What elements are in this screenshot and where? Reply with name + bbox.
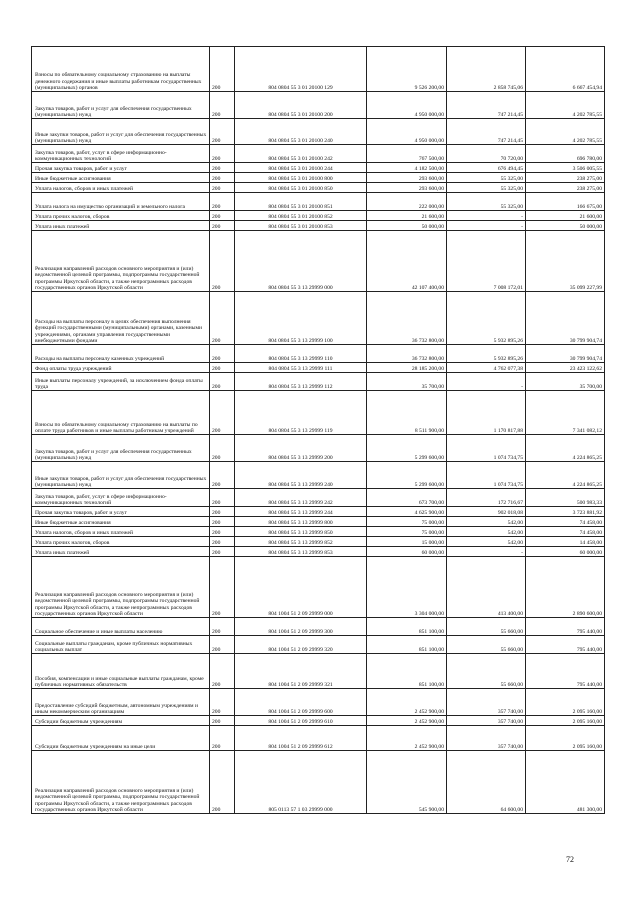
- approved-appropriations-cell: 21 600,00: [367, 211, 447, 221]
- line-code-cell: 200: [210, 183, 235, 193]
- expense-name-cell: Расходы на выплаты персоналу казенных учреждений: [32, 345, 210, 363]
- budget-execution-table: [31, 46, 605, 814]
- executed-amount-cell: 2 858 745,06: [447, 47, 526, 92]
- table-row: [32, 163, 605, 173]
- budget-classification-code-cell: 804 0804 55 3 13 29999 800: [235, 517, 367, 527]
- unexecuted-amount-cell: 696 780,00: [526, 145, 605, 163]
- approved-appropriations-cell: 8 511 900,00: [367, 391, 447, 435]
- expense-name-cell: Иные бюджетные ассигнования: [32, 517, 210, 527]
- expense-name-cell: Уплата налогов, сборов и иных платежей: [32, 183, 210, 193]
- executed-amount-cell: 5 932 895,26: [447, 345, 526, 363]
- approved-appropriations-cell: 222 000,00: [367, 193, 447, 211]
- executed-amount-cell: 7 008 172,01: [447, 231, 526, 292]
- line-code-cell: 200: [210, 557, 235, 618]
- table-row: [32, 231, 605, 292]
- unexecuted-amount-cell: 14 458,00: [526, 537, 605, 547]
- expense-name-cell: Взносы по обязательному социальному страхованию на выплаты по оплате труда работников и иные выплаты работникам учреждений: [32, 391, 210, 435]
- line-code-cell: 200: [210, 537, 235, 547]
- table-row: [32, 618, 605, 636]
- executed-amount-cell: 542,00: [447, 537, 526, 547]
- expense-name-cell: Реализация направлений расходов основного мероприятия и (или) ведомственной целевой программы, подпрограммы государственной программы Иркутской области, а также непрограммных расходов государственных органов Иркутской области: [32, 231, 210, 292]
- table-row: [32, 391, 605, 435]
- table-row: [32, 193, 605, 211]
- expense-name-cell: Прочая закупка товаров, работ и услуг: [32, 163, 210, 173]
- line-code-cell: 200: [210, 119, 235, 145]
- line-code-cell: 200: [210, 345, 235, 363]
- line-code-cell: 200: [210, 193, 235, 211]
- table-row: [32, 689, 605, 716]
- expense-name-cell: Закупка товаров, работ, услуг в сфере информационно-коммуникационных технологий: [32, 489, 210, 507]
- unexecuted-amount-cell: 2 095 160,00: [526, 716, 605, 726]
- budget-classification-code-cell: 804 0804 55 3 01 20100 244: [235, 163, 367, 173]
- expense-name-cell: Реализация направлений расходов основного мероприятия и (или) ведомственной целевой программы, подпрограммы государственной программы Иркутской области, а также непрограммных расходов государственных органов Иркутской области: [32, 557, 210, 618]
- table-row: [32, 726, 605, 751]
- expense-name-cell: Уплата прочих налогов, сборов: [32, 211, 210, 221]
- executed-amount-cell: 55 325,00: [447, 173, 526, 183]
- budget-classification-code-cell: 804 0804 55 3 01 20100 850: [235, 183, 367, 193]
- line-code-cell: 200: [210, 689, 235, 716]
- expense-name-cell: Иные закупки товаров, работ и услуг для обеспечения государственных (муниципальных) нужд: [32, 462, 210, 489]
- unexecuted-amount-cell: 60 000,00: [526, 547, 605, 557]
- budget-classification-code-cell: 804 0804 55 3 13 29999 119: [235, 391, 367, 435]
- table-row: [32, 716, 605, 726]
- line-code-cell: 200: [210, 618, 235, 636]
- budget-classification-code-cell: 804 1004 51 2 09 29999 612: [235, 726, 367, 751]
- executed-amount-cell: 357 740,00: [447, 726, 526, 751]
- approved-appropriations-cell: 2 452 900,00: [367, 726, 447, 751]
- line-code-cell: 200: [210, 517, 235, 527]
- table-row: [32, 292, 605, 345]
- budget-classification-code-cell: 804 0804 55 3 13 29999 244: [235, 507, 367, 517]
- executed-amount-cell: 1 170 817,88: [447, 391, 526, 435]
- line-code-cell: 200: [210, 163, 235, 173]
- unexecuted-amount-cell: 238 275,00: [526, 183, 605, 193]
- unexecuted-amount-cell: 500 983,33: [526, 489, 605, 507]
- approved-appropriations-cell: 36 732 800,00: [367, 292, 447, 345]
- expense-name-cell: Закупка товаров, работ и услуг для обеспечения государственных (муниципальных) нужд: [32, 92, 210, 119]
- unexecuted-amount-cell: 74 458,00: [526, 517, 605, 527]
- budget-classification-code-cell: 804 0804 55 3 13 29999 242: [235, 489, 367, 507]
- table-row: [32, 173, 605, 183]
- executed-amount-cell: 542,00: [447, 527, 526, 537]
- approved-appropriations-cell: 545 900,00: [367, 751, 447, 814]
- expense-name-cell: Закупка товаров, работ и услуг для обеспечения государственных (муниципальных) нужд: [32, 435, 210, 462]
- approved-appropriations-cell: 851 100,00: [367, 654, 447, 689]
- approved-appropriations-cell: 2 452 900,00: [367, 716, 447, 726]
- unexecuted-amount-cell: 4 202 785,55: [526, 119, 605, 145]
- budget-classification-code-cell: 805 0113 57 1 03 29999 000: [235, 751, 367, 814]
- table-row: [32, 654, 605, 689]
- approved-appropriations-cell: 4 950 000,00: [367, 119, 447, 145]
- budget-classification-code-cell: 804 0804 55 3 13 29999 112: [235, 373, 367, 391]
- executed-amount-cell: 5 932 895,26: [447, 292, 526, 345]
- table-row: [32, 47, 605, 92]
- budget-classification-code-cell: 804 0804 55 3 13 29999 240: [235, 462, 367, 489]
- line-code-cell: 200: [210, 145, 235, 163]
- unexecuted-amount-cell: 2 095 160,00: [526, 689, 605, 716]
- budget-classification-code-cell: 804 0804 55 3 13 29999 850: [235, 527, 367, 537]
- executed-amount-cell: 1 074 734,75: [447, 435, 526, 462]
- unexecuted-amount-cell: 6 667 454,94: [526, 47, 605, 92]
- approved-appropriations-cell: 35 700,00: [367, 373, 447, 391]
- approved-appropriations-cell: 75 000,00: [367, 527, 447, 537]
- unexecuted-amount-cell: 30 799 904,74: [526, 345, 605, 363]
- expense-name-cell: Иные бюджетные ассигнования: [32, 173, 210, 183]
- unexecuted-amount-cell: 2 095 160,00: [526, 726, 605, 751]
- line-code-cell: 200: [210, 654, 235, 689]
- line-code-cell: 200: [210, 173, 235, 183]
- line-code-cell: 200: [210, 292, 235, 345]
- table-row: [32, 636, 605, 654]
- approved-appropriations-cell: 75 000,00: [367, 517, 447, 527]
- approved-appropriations-cell: 4 182 500,00: [367, 163, 447, 173]
- table-row: [32, 183, 605, 193]
- unexecuted-amount-cell: 50 000,00: [526, 221, 605, 231]
- expense-name-cell: Уплата иных платежей: [32, 547, 210, 557]
- executed-amount-cell: 55 660,00: [447, 618, 526, 636]
- expense-name-cell: Субсидии бюджетным учреждениям: [32, 716, 210, 726]
- executed-amount-cell: 55 325,00: [447, 193, 526, 211]
- expense-name-cell: Реализация направлений расходов основного мероприятия и (или) ведомственной целевой программы, подпрограммы государственной программы Иркутской области, а также непрограммных расходов государственных органов Иркутской области: [32, 751, 210, 814]
- executed-amount-cell: 1 074 734,75: [447, 462, 526, 489]
- expense-name-cell: Уплата иных платежей: [32, 221, 210, 231]
- unexecuted-amount-cell: 795 440,00: [526, 654, 605, 689]
- approved-appropriations-cell: 60 000,00: [367, 547, 447, 557]
- unexecuted-amount-cell: 238 275,00: [526, 173, 605, 183]
- unexecuted-amount-cell: 166 675,00: [526, 193, 605, 211]
- executed-amount-cell: 172 716,67: [447, 489, 526, 507]
- approved-appropriations-cell: 50 000,00: [367, 221, 447, 231]
- budget-classification-code-cell: 804 0804 55 3 01 20100 853: [235, 221, 367, 231]
- line-code-cell: 200: [210, 221, 235, 231]
- executed-amount-cell: 542,00: [447, 517, 526, 527]
- budget-classification-code-cell: 804 0804 55 3 13 29999 111: [235, 363, 367, 373]
- expense-name-cell: Социальное обеспечение и иные выплаты населению: [32, 618, 210, 636]
- approved-appropriations-cell: 851 100,00: [367, 618, 447, 636]
- line-code-cell: 200: [210, 636, 235, 654]
- approved-appropriations-cell: 673 700,00: [367, 489, 447, 507]
- expense-name-cell: Иные закупки товаров, работ и услуг для обеспечения государственных (муниципальных) нужд: [32, 119, 210, 145]
- approved-appropriations-cell: 5 299 600,00: [367, 462, 447, 489]
- line-code-cell: 200: [210, 373, 235, 391]
- budget-classification-code-cell: 804 1004 51 2 09 29999 321: [235, 654, 367, 689]
- table-body: [32, 47, 605, 814]
- unexecuted-amount-cell: 7 341 082,12: [526, 391, 605, 435]
- executed-amount-cell: 902 018,08: [447, 507, 526, 517]
- approved-appropriations-cell: 293 600,00: [367, 183, 447, 193]
- expense-name-cell: Прочая закупка товаров, работ и услуг: [32, 507, 210, 517]
- expense-name-cell: Закупка товаров, работ, услуг в сфере информационно-коммуникационных технологий: [32, 145, 210, 163]
- budget-classification-code-cell: 804 0804 55 3 13 29999 100: [235, 292, 367, 345]
- budget-classification-code-cell: 804 0804 55 3 13 29999 000: [235, 231, 367, 292]
- unexecuted-amount-cell: 2 890 600,00: [526, 557, 605, 618]
- table-row: [32, 537, 605, 547]
- unexecuted-amount-cell: 30 799 904,74: [526, 292, 605, 345]
- table-row: [32, 527, 605, 537]
- approved-appropriations-cell: 293 600,00: [367, 173, 447, 183]
- executed-amount-cell: 676 494,45: [447, 163, 526, 173]
- expense-name-cell: Уплата прочих налогов, сборов: [32, 537, 210, 547]
- expense-name-cell: Пособия, компенсации и иные социальные выплаты гражданам, кроме публичных нормативных обязательств: [32, 654, 210, 689]
- table-row: [32, 547, 605, 557]
- approved-appropriations-cell: 4 950 000,00: [367, 92, 447, 119]
- table-row: [32, 489, 605, 507]
- budget-classification-code-cell: 804 0804 55 3 13 29999 852: [235, 537, 367, 547]
- table-row: [32, 92, 605, 119]
- approved-appropriations-cell: 28 185 200,00: [367, 363, 447, 373]
- unexecuted-amount-cell: 481 300,00: [526, 751, 605, 814]
- line-code-cell: 200: [210, 92, 235, 119]
- unexecuted-amount-cell: 795 440,00: [526, 618, 605, 636]
- line-code-cell: 200: [210, 547, 235, 557]
- unexecuted-amount-cell: 74 458,00: [526, 527, 605, 537]
- approved-appropriations-cell: 42 107 400,00: [367, 231, 447, 292]
- line-code-cell: 200: [210, 751, 235, 814]
- approved-appropriations-cell: 2 452 900,00: [367, 689, 447, 716]
- executed-amount-cell: -: [447, 211, 526, 221]
- unexecuted-amount-cell: 35 700,00: [526, 373, 605, 391]
- unexecuted-amount-cell: 4 224 865,25: [526, 435, 605, 462]
- expense-name-cell: Уплата налогов, сборов и иных платежей: [32, 527, 210, 537]
- approved-appropriations-cell: 3 304 000,00: [367, 557, 447, 618]
- budget-classification-code-cell: 804 1004 51 2 09 29999 320: [235, 636, 367, 654]
- line-code-cell: 200: [210, 462, 235, 489]
- budget-classification-code-cell: 804 1004 51 2 09 29999 300: [235, 618, 367, 636]
- executed-amount-cell: -: [447, 221, 526, 231]
- expense-name-cell: Предоставление субсидий бюджетным, автономным учреждениям и иным некоммерческим организациям: [32, 689, 210, 716]
- line-code-cell: 200: [210, 489, 235, 507]
- table-row: [32, 557, 605, 618]
- expense-name-cell: Социальные выплаты гражданам, кроме публичных нормативных социальных выплат: [32, 636, 210, 654]
- line-code-cell: 200: [210, 231, 235, 292]
- line-code-cell: 200: [210, 391, 235, 435]
- table-row: [32, 435, 605, 462]
- unexecuted-amount-cell: 3 723 881,92: [526, 507, 605, 517]
- table-row: [32, 517, 605, 527]
- unexecuted-amount-cell: 4 202 785,55: [526, 92, 605, 119]
- executed-amount-cell: 55 660,00: [447, 654, 526, 689]
- line-code-cell: 200: [210, 527, 235, 537]
- table-row: [32, 507, 605, 517]
- approved-appropriations-cell: 9 526 200,00: [367, 47, 447, 92]
- expense-name-cell: Уплата налога на имущество организаций и земельного налога: [32, 193, 210, 211]
- budget-classification-code-cell: 804 0804 55 3 01 20100 852: [235, 211, 367, 221]
- executed-amount-cell: 747 214,45: [447, 92, 526, 119]
- line-code-cell: 200: [210, 716, 235, 726]
- executed-amount-cell: 55 325,00: [447, 183, 526, 193]
- table-row: [32, 373, 605, 391]
- executed-amount-cell: 55 660,00: [447, 636, 526, 654]
- budget-classification-code-cell: 804 0804 55 3 13 29999 200: [235, 435, 367, 462]
- executed-amount-cell: -: [447, 547, 526, 557]
- table-row: [32, 119, 605, 145]
- approved-appropriations-cell: 767 500,00: [367, 145, 447, 163]
- expense-name-cell: Субсидии бюджетным учреждениям на иные цели: [32, 726, 210, 751]
- expense-name-cell: Фонд оплаты труда учреждений: [32, 363, 210, 373]
- budget-classification-code-cell: 804 1004 51 2 09 29999 610: [235, 716, 367, 726]
- unexecuted-amount-cell: 795 440,00: [526, 636, 605, 654]
- executed-amount-cell: 4 762 077,38: [447, 363, 526, 373]
- budget-classification-code-cell: 804 0804 55 3 13 29999 853: [235, 547, 367, 557]
- expense-name-cell: Взносы по обязательному социальному страхованию на выплаты денежного содержания и иные выплаты работникам государственных (муниципальных) органов: [32, 47, 210, 92]
- line-code-cell: 200: [210, 435, 235, 462]
- executed-amount-cell: 64 600,00: [447, 751, 526, 814]
- page-number: 72: [566, 855, 574, 864]
- approved-appropriations-cell: 851 100,00: [367, 636, 447, 654]
- unexecuted-amount-cell: 4 224 865,25: [526, 462, 605, 489]
- executed-amount-cell: 70 720,00: [447, 145, 526, 163]
- executed-amount-cell: 357 740,00: [447, 689, 526, 716]
- executed-amount-cell: 357 740,00: [447, 716, 526, 726]
- budget-classification-code-cell: 804 1004 51 2 09 29999 600: [235, 689, 367, 716]
- table-row: [32, 345, 605, 363]
- approved-appropriations-cell: 15 000,00: [367, 537, 447, 547]
- line-code-cell: 200: [210, 211, 235, 221]
- budget-classification-code-cell: 804 0804 55 3 01 20100 200: [235, 92, 367, 119]
- table-row: [32, 751, 605, 814]
- executed-amount-cell: -: [447, 373, 526, 391]
- table-row: [32, 211, 605, 221]
- budget-classification-code-cell: 804 0804 55 3 01 20100 800: [235, 173, 367, 183]
- expense-name-cell: Иные выплаты персоналу учреждений, за исключением фонда оплаты труда: [32, 373, 210, 391]
- table-row: [32, 221, 605, 231]
- line-code-cell: 200: [210, 363, 235, 373]
- line-code-cell: 200: [210, 507, 235, 517]
- table-row: [32, 363, 605, 373]
- budget-classification-code-cell: 804 1004 51 2 09 29999 000: [235, 557, 367, 618]
- approved-appropriations-cell: 5 299 600,00: [367, 435, 447, 462]
- executed-amount-cell: 747 214,45: [447, 119, 526, 145]
- budget-classification-code-cell: 804 0804 55 3 01 20100 851: [235, 193, 367, 211]
- budget-classification-code-cell: 804 0804 55 3 01 20100 240: [235, 119, 367, 145]
- unexecuted-amount-cell: 35 099 227,99: [526, 231, 605, 292]
- executed-amount-cell: 413 400,00: [447, 557, 526, 618]
- line-code-cell: 200: [210, 726, 235, 751]
- line-code-cell: 200: [210, 47, 235, 92]
- unexecuted-amount-cell: 21 600,00: [526, 211, 605, 221]
- approved-appropriations-cell: 36 732 800,00: [367, 345, 447, 363]
- unexecuted-amount-cell: 23 423 122,62: [526, 363, 605, 373]
- table-row: [32, 145, 605, 163]
- unexecuted-amount-cell: 3 506 005,55: [526, 163, 605, 173]
- approved-appropriations-cell: 4 625 900,00: [367, 507, 447, 517]
- budget-classification-code-cell: 804 0804 55 3 01 20100 242: [235, 145, 367, 163]
- budget-classification-code-cell: 804 0804 55 3 01 20100 129: [235, 47, 367, 92]
- table-row: [32, 462, 605, 489]
- expense-name-cell: Расходы на выплаты персоналу в целях обеспечения выполнения функций государственными (муниципальными) органами, казенными учреждениями, органами управления государственными внебюджетными фондами: [32, 292, 210, 345]
- budget-classification-code-cell: 804 0804 55 3 13 29999 110: [235, 345, 367, 363]
